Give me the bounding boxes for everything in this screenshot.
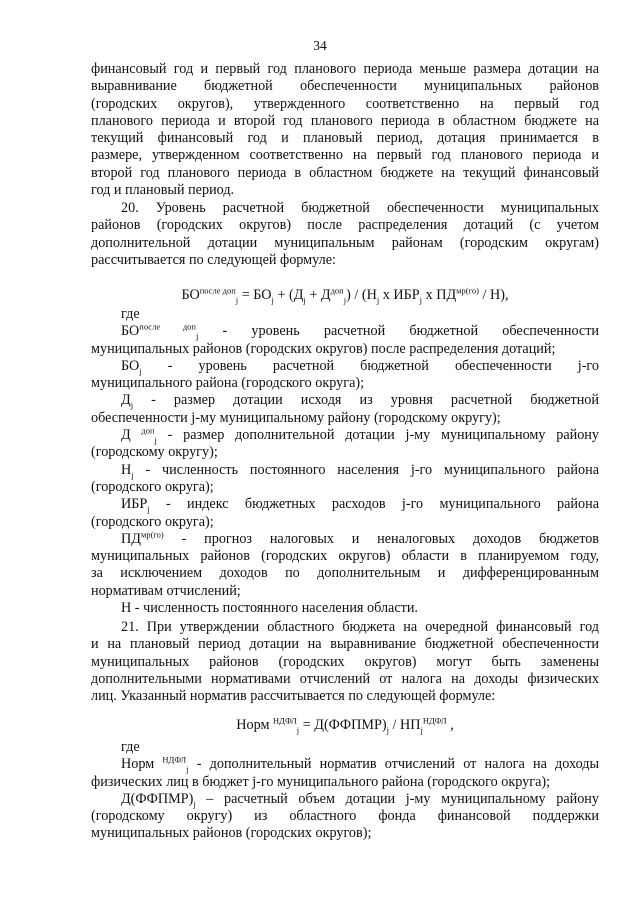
text-line: год и плановый период. [91,182,235,199]
text-line: (городских округов), утвержденного соответственно на первый год [91,95,599,112]
text-line: нормативам отчислений; [91,582,241,599]
text-line: (городскому округу) из областного фонда финансовой поддержки [91,808,599,825]
text-line: второй год планового периода в областном бюджете на текущий финансовый [91,164,599,181]
definitions-formula-2 [91,739,599,843]
where-label: где [121,306,140,322]
text-line: (городского округа); [91,478,214,495]
text-line: муниципальных районов (городских округов) могут быть заменены [91,653,599,670]
definition-d-ffpmr-j: $Д(ФФПМР)_j$ – расчетный объем дотации j-му муниципальному району [121,790,599,809]
text-line: выравнивание бюджетной обеспеченности муниципальных районов [91,78,599,95]
paragraph-dotation-continuation [91,61,599,199]
formula-norm-ndfl: Норм $^{НДФЛ}_j = Д(ФФПМР)_j / НП_j^{НДФЛ}$ , [236,715,454,735]
definition-d-j: $Д_j$ - размер дотации исходя из уровня расчетной бюджетной [121,392,599,411]
text-line: (городского округа); [91,513,214,530]
definition-bo-j: $БО_j$ - уровень расчетной бюджетной обеспеченности j-го [121,357,599,376]
formula-bo-after-dop: $БО^{после доп}_j = БО_j + (Д_j + Д^{доп}_j) / (Н_j$ х $ИБР_j$ х $ПД^{мр(го)} / Н$), [181,285,509,305]
text-line: муниципального района (городского округа); [91,375,365,392]
definition-norm-ndfl: Норм $^{НДФЛ}_j$ - дополнительный норматив отчислений от налога на доходы [121,754,599,775]
text-line: дополнительной дотации муниципальным районам (городским округам) [91,234,599,251]
text-line: обеспеченности j-му муниципальному району (городскому округу); [91,409,501,426]
text-line: 21. При утверждении областного бюджета на очередной финансовый год [121,619,599,635]
text-line: физических лиц в бюджет j-го муниципального района (городского округа); [91,773,551,790]
text-line: за исключением доходов по дополнительным и дифференцированным [91,565,599,582]
definition-ibr-j: $ИБР_j$ - индекс бюджетных расходов j-го муниципального района [121,496,599,515]
text-line: лиц. Указанный норматив рассчитывается по следующей формуле: [91,688,496,705]
paragraph-21 [91,619,599,705]
text-line: районов (городских округов) после распределения дотаций (с учетом [91,217,599,234]
definition-bo-after-dop: $БО^{после доп}_j$ - уровень расчетной бюджетной обеспеченности [121,321,599,342]
definition-h: Н - численность постоянного населения области. [121,600,418,617]
definition-pd-mr-go: $ПД^{мр(го)}$ - прогноз налоговых и неналоговых доходов бюджетов [121,529,599,547]
text-line: 20. Уровень расчетной бюджетной обеспеченности муниципальных [121,200,599,216]
definitions-formula-1 [91,306,599,617]
text-line: (городскому округу); [91,444,218,461]
text-line: и на плановый период дотации на выравнивание бюджетной обеспеченности [91,636,599,653]
definition-h-j: $Н_j$ - численность постоянного населения j-го муниципального района [121,461,599,480]
text-line: планового периода и второй год планового периода в областном бюджете на [91,112,599,129]
text-line: дополнительными нормативами отчислений от налога на доходы физических [91,670,599,687]
text-line: размере, утвержденном соответственно на первый год планового периода и [91,147,599,164]
paragraph-20 [91,200,599,269]
text-line: муниципальных районов (городских округов); [91,825,372,842]
page-number: 34 [313,38,327,53]
text-line: финансовый год и первый год планового периода меньше размера дотации на [91,61,599,77]
text-line: рассчитывается по следующей формуле: [91,251,336,268]
text-line: муниципальных районов (городских округов) после распределения дотаций; [91,340,556,357]
where-label: где [121,739,140,755]
definition-d-dop-j: Д $^{доп}_j$ - размер дополнительной дотации j-му муниципальному району [121,425,599,445]
text-line: муниципальных районов (городских округов) области в планируемом году, [91,548,599,565]
text-line: текущий финансовый год и плановый период, дотация принимается в [91,130,599,147]
